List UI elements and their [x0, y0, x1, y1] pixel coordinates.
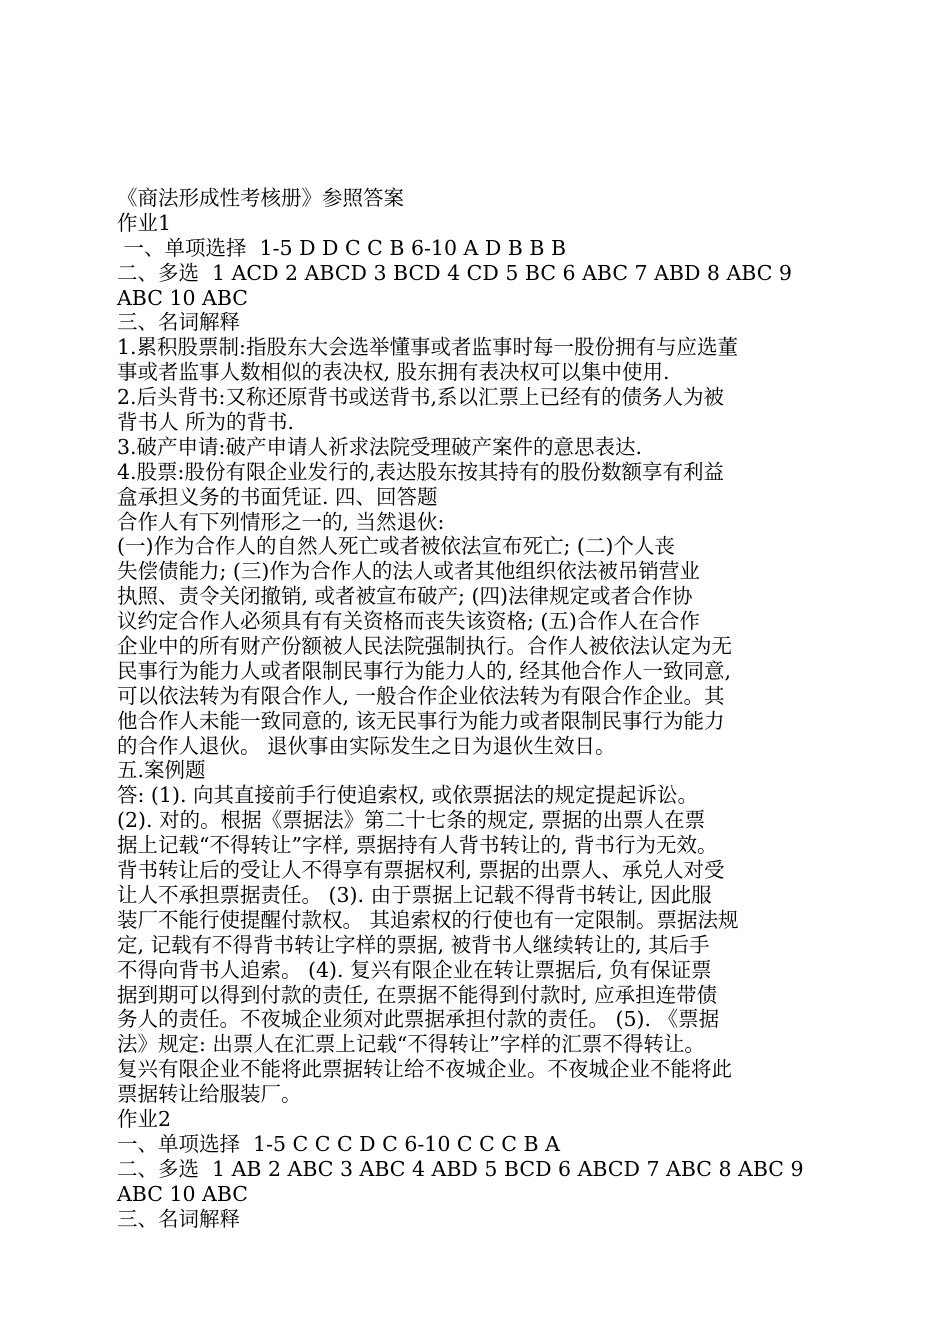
text-line: 不得向背书人追索。 (4). 复兴有限企业在转让票据后, 负有保证票 [117, 957, 712, 982]
text-line: 民事行为能力人或者限制民事行为能力人的, 经其他合作人一致同意, [117, 658, 732, 683]
text-line: 作业2 [117, 1106, 172, 1131]
text-line: 装厂不能行使提醒付款权。 其追索权的行使也有一定限制。票据法规 [117, 907, 739, 932]
text-line: 答: (1). 向其直接前手行使追索权, 或依票据法的规定提起诉讼。 [117, 783, 699, 808]
text-line: 盒承担义务的书面凭证. 四、回答题 [117, 484, 438, 509]
text-line: 2.后头背书:又称还原背书或送背书,系以汇票上已经有的债务人为被 [117, 385, 724, 410]
text-line: 背书转让后的受让人不得享有票据权利, 票据的出票人、承兑人对受 [117, 858, 725, 883]
text-line: 三、名词解释 [117, 1206, 240, 1231]
text-line: 据到期可以得到付款的责任, 在票据不能得到付款时, 应承担连带债 [117, 982, 718, 1007]
document-page [117, 186, 857, 1231]
text-line: 务人的责任。不夜城企业须对此票据承担付款的责任。 (5). 《票据 [117, 1007, 720, 1032]
text-line: (2). 对的。根据《票据法》第二十七条的规定, 票据的出票人在票 [117, 808, 706, 833]
text-line: ABC 10 ABC [117, 1181, 248, 1206]
text-line: 一、单项选择 1-5 C C C D C 6-10 C C C B A [117, 1131, 560, 1156]
text-line: 背书人 所为的背书. [117, 410, 295, 435]
text-line: 他合作人未能一致同意的, 该无民事行为能力或者限制民事行为能力 [117, 708, 725, 733]
text-line: 复兴有限企业不能将此票据转让给不夜城企业。不夜城企业不能将此 [117, 1057, 732, 1082]
text-line: 1.累积股票制:指股东大会选举懂事或者监事时每一股份拥有与应选董 [117, 335, 738, 360]
text-line: 三、名词解释 [117, 310, 240, 335]
text-line: (一)作为合作人的自然人死亡或者被依法宣布死亡; (二)个人丧 [117, 534, 675, 559]
text-line: 可以依法转为有限合作人, 一般合作企业依法转为有限合作企业。其 [117, 683, 725, 708]
text-line: 3.破产申请:破产申请人祈求法院受理破产案件的意思表达. [117, 434, 642, 459]
text-line: 法》规定: 出票人在汇票上记载“不得转让”字样的汇票不得转让。 [117, 1032, 705, 1057]
text-line: 合作人有下列情形之一的, 当然退伙: [117, 509, 445, 534]
text-line: 票据转让给服装厂。 [117, 1082, 302, 1107]
text-line: 议约定合作人必须具有有关资格而丧失该资格; (五)合作人在合作 [117, 609, 700, 634]
text-line: 事或者监事人数相似的表决权, 股东拥有表决权可以集中使用. [117, 360, 670, 385]
text-line: 失偿债能力; (三)作为合作人的法人或者其他组织依法被吊销营业 [117, 559, 700, 584]
text-line: 执照、责令关闭撤销, 或者被宣布破产; (四)法律规定或者合作协 [117, 584, 693, 609]
text-line: 五.案例题 [117, 758, 206, 783]
text-line: 企业中的所有财产份额被人民法院强制执行。合作人被依法认定为无 [117, 634, 732, 659]
text-line: 4.股票:股份有限企业发行的,表达股东按其持有的股份数额享有利益 [117, 459, 724, 484]
text-line: 作业1 [117, 210, 172, 235]
document-title: 《商法形成性考核册》参照答案 [117, 186, 404, 210]
text-line: 二、多选 1 AB 2 ABC 3 ABC 4 ABD 5 BCD 6 ABCD 7 ABC 8 ABC 9 [117, 1156, 804, 1181]
text-line: 据上记载“不得转让”字样, 票据持有人背书转让的, 背书行为无效。 [117, 833, 718, 858]
text-line: 定, 记载有不得背书转让字样的票据, 被背书人继续转让的, 其后手 [117, 932, 710, 957]
text-line: ABC 10 ABC [117, 285, 248, 310]
text-line: 的合作人退伙。 退伙事由实际发生之日为退伙生效日。 [117, 733, 616, 758]
text-line: 一、单项选择 1-5 D D C C B 6-10 A D B B B [117, 235, 567, 260]
text-line: 让人不承担票据责任。 (3). 由于票据上记载不得背书转让, 因此服 [117, 882, 712, 907]
text-line: 二、多选 1 ACD 2 ABCD 3 BCD 4 CD 5 BC 6 ABC 7 ABD 8 ABC 9 [117, 260, 792, 285]
